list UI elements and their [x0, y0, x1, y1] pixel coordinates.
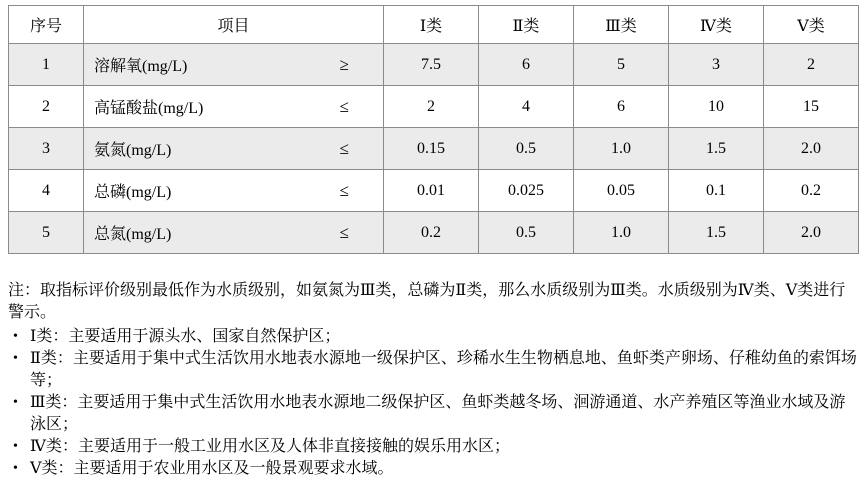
value-cell: 0.2: [764, 170, 859, 212]
table-row: [9, 212, 859, 254]
water-quality-table: [8, 5, 859, 254]
table-row: [9, 86, 859, 128]
operator-symbol: ≥: [339, 54, 349, 74]
value-cell: 0.025: [479, 170, 574, 212]
value-cell: 5: [574, 44, 669, 86]
item-cell: [84, 170, 384, 212]
value-cell: 0.01: [384, 170, 479, 212]
value-cell: 15: [764, 86, 859, 128]
item-name: 总磷(mg/L): [94, 184, 172, 201]
value-cell: 4: [479, 86, 574, 128]
list-item-class-3: [8, 392, 860, 436]
value-cell: 2.0: [764, 212, 859, 254]
table-row: [9, 170, 859, 212]
value-cell: 6: [574, 86, 669, 128]
item-name: 总氮(mg/L): [94, 226, 172, 243]
bullet-icon: •: [13, 461, 18, 476]
row-no: 1: [9, 44, 84, 86]
value-cell: 10: [669, 86, 764, 128]
operator-symbol: ≤: [339, 222, 349, 242]
operator-symbol: ≤: [339, 138, 349, 158]
value-cell: 0.15: [384, 128, 479, 170]
operator-symbol: ≤: [339, 180, 349, 200]
value-cell: 1.5: [669, 212, 764, 254]
value-cell: 0.5: [479, 212, 574, 254]
col-header-class-2: Ⅱ类: [479, 6, 574, 44]
item-cell: [84, 128, 384, 170]
col-header-item: 项目: [84, 6, 384, 44]
table-row: [9, 44, 859, 86]
bullet-icon: •: [13, 329, 18, 344]
item-cell: [84, 212, 384, 254]
list-item-text: Ⅴ类：主要适用于农业用水区及一般景观要求水域。: [30, 460, 394, 477]
bullet-icon: •: [13, 439, 18, 454]
col-header-no: 序号: [9, 6, 84, 44]
list-item-class-5: [8, 458, 860, 480]
item-cell: [84, 44, 384, 86]
list-item-class-1: [8, 326, 860, 348]
value-cell: 7.5: [384, 44, 479, 86]
col-header-class-1: Ⅰ类: [384, 6, 479, 44]
note-paragraph: 注：取指标评价级别最低作为水质级别，如氨氮为Ⅲ类，总磷为Ⅱ类，那么水质级别为Ⅲ类。水质级别为Ⅳ类、Ⅴ类进行警示。: [8, 282, 846, 321]
table-row: [9, 128, 859, 170]
value-cell: 1.0: [574, 128, 669, 170]
col-header-class-3: Ⅲ类: [574, 6, 669, 44]
list-item-text: Ⅰ类：主要适用于源头水、国家自然保护区；: [30, 328, 341, 345]
value-cell: 0.5: [479, 128, 574, 170]
value-cell: 2.0: [764, 128, 859, 170]
value-cell: 0.1: [669, 170, 764, 212]
col-header-class-5: Ⅴ类: [764, 6, 859, 44]
value-cell: 2: [764, 44, 859, 86]
value-cell: 6: [479, 44, 574, 86]
col-header-class-4: Ⅳ类: [669, 6, 764, 44]
list-item-text: Ⅱ类：主要适用于集中式生活饮用水地表水源地一级保护区、珍稀水生生物栖息地、鱼虾类产卵场、仔稚幼鱼的索饵场等；: [30, 350, 857, 389]
row-no: 2: [9, 86, 84, 128]
value-cell: 3: [669, 44, 764, 86]
value-cell: 0.05: [574, 170, 669, 212]
list-item-text: Ⅲ类：主要适用于集中式生活饮用水地表水源地二级保护区、鱼虾类越冬场、洄游通道、水产养殖区等渔业水域及游泳区；: [30, 394, 846, 433]
item-cell: [84, 86, 384, 128]
bullet-icon: •: [13, 395, 18, 410]
value-cell: 2: [384, 86, 479, 128]
row-no: 5: [9, 212, 84, 254]
value-cell: 0.2: [384, 212, 479, 254]
item-name: 氨氮(mg/L): [94, 142, 172, 159]
operator-symbol: ≤: [339, 96, 349, 116]
row-no: 3: [9, 128, 84, 170]
item-name: 溶解氧(mg/L): [94, 58, 188, 75]
table-header-row: [9, 6, 859, 44]
bullet-icon: •: [13, 351, 18, 366]
list-item-text: Ⅳ类：主要适用于一般工业用水区及人体非直接接触的娱乐用水区；: [30, 438, 510, 455]
row-no: 4: [9, 170, 84, 212]
list-item-class-2: [8, 348, 860, 392]
item-name: 高锰酸盐(mg/L): [94, 100, 204, 117]
value-cell: 1.0: [574, 212, 669, 254]
list-item-class-4: [8, 436, 860, 458]
notes-section: [8, 280, 860, 480]
value-cell: 1.5: [669, 128, 764, 170]
